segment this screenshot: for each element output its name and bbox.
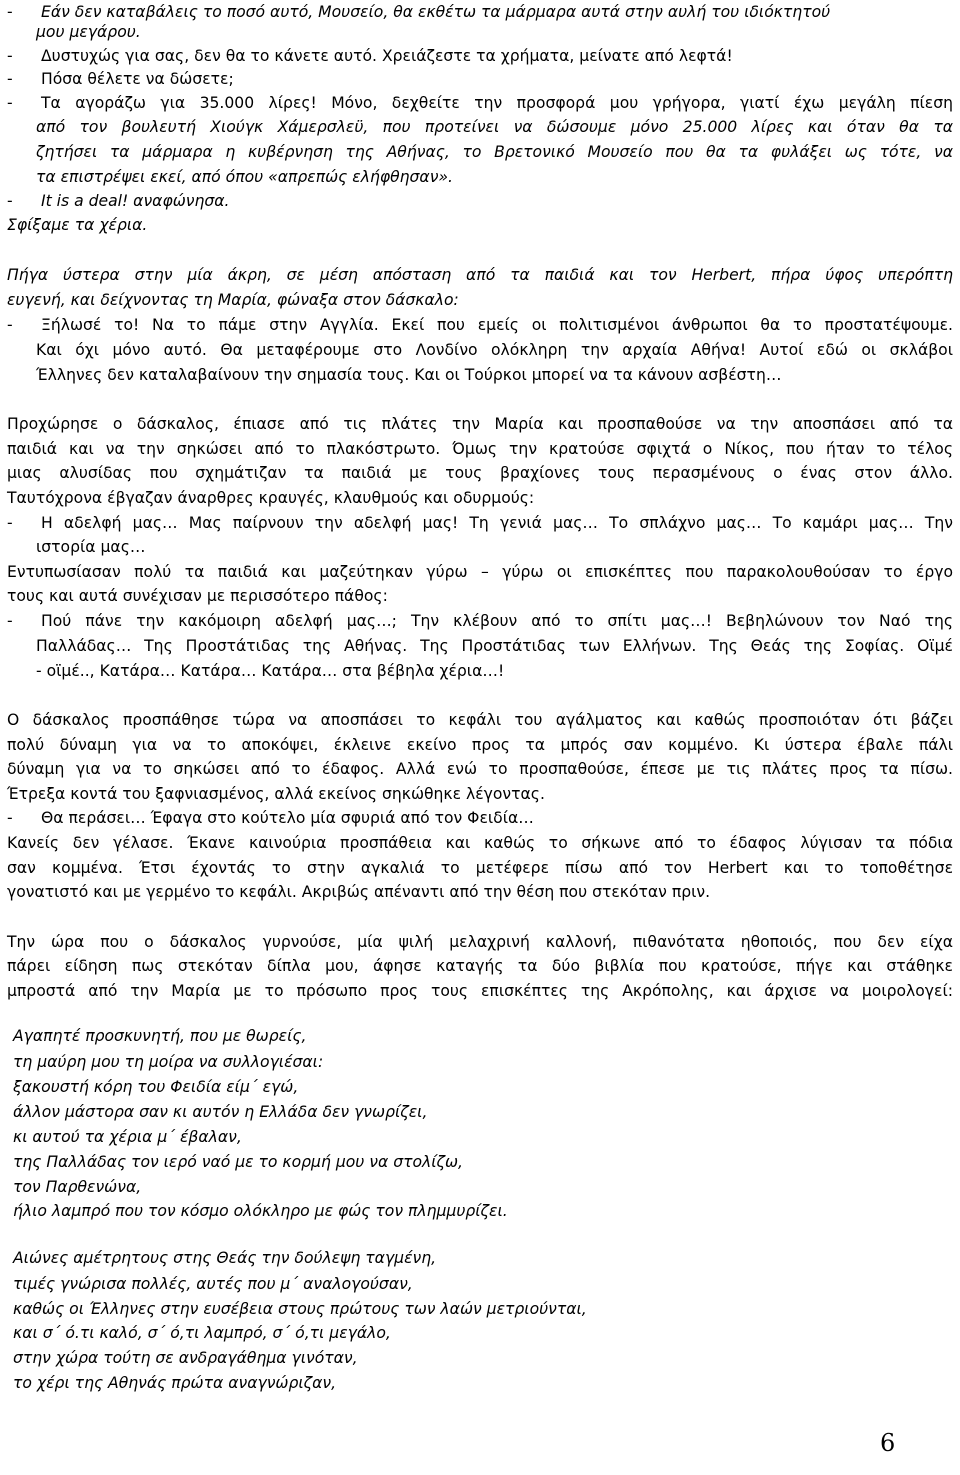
line-text: Κανείς δεν γέλασε. Έκανε καινούρια προσπάθεια και καθώς το σήκωνε από το έδαφος λύγισαν τα πόδια [7,834,953,852]
text-line [7,288,953,313]
line-text: It is a deal! αναφώνησα. [41,192,230,210]
line-text: δύναμη για να το σηκώσει από το έδαφος. Αλλά ενώ το προσπαθούσε, έπεσε με τις πλάτες προς τα πίσω. [7,760,953,778]
text-line [7,708,953,733]
line-text: της Παλλάδας τον ιερό ναό με το κορμή μου να στολίζω, [13,1153,464,1171]
text-line [13,1321,953,1346]
line-text: Έτρεξα κοντά του ξαφνιασμένος, αλλά εκείνος σηκώθηκε λέγοντας. [7,785,545,803]
text-line [7,511,953,536]
line-text: γονατιστό και με γερμένο το κεφάλι. Ακριβώς απέναντι από την θέση που στεκόταν πριν. [7,883,711,901]
dialogue-dash: - [7,94,13,112]
text-line [7,412,953,437]
text-line [7,782,953,807]
line-text: ζητήσει τα μάρμαρα η κυβέρνηση της Αθήνας, το Βρετονικό Μουσείο που θα τα φυλάξει ως τότε, να [36,143,953,161]
text-line [7,979,953,1004]
text-line [7,609,953,634]
line-text: Εάν δεν καταβάλεις το ποσό αυτό, Μουσείο, θα εκθέτω τα μάρμαρα αυτά στην αυλή του ιδιόκτητού [41,3,831,21]
text-line [7,880,953,905]
text-line [7,806,953,831]
text-line [7,313,953,338]
line-text: στην χώρα τούτη σε ανδραγάθημα γινόταν, [13,1349,358,1367]
line-text: Έλληνες δεν καταλαβαίνουν την σημασία τους. Και οι Τούρκοι μπορεί να τα κάνουν ασβέστη… [36,366,782,384]
text-line [7,757,953,782]
line-text: ιστορία μας… [36,538,146,556]
line-text: μου μεγάρου. [36,23,141,41]
line-text: Παλλάδας… Της Προστάτιδας της Αθήνας. Της Προστάτιδας των Ελλήνων. Της Θεάς της Σοφίας. Οϊμέ [36,637,953,655]
line-text: παιδιά και να την σηκώσει από το πλακόστρωτο. Όμως την κρατούσε σφιχτά ο Νίκος, που ήταν το τέλος [7,440,953,458]
line-text: Αιώνες αμέτρητους στης Θεάς την δούλεψη ταγμένη, [13,1249,437,1267]
line-text: μιας αλυσίδας που σχημάτιζαν τα παιδιά με τους βραχίονες τους περασμένους ο ένας στον άλλο. [7,464,953,482]
line-text: σαν κομμένα. Έτσι έχοντάς το στην αγκαλιά το μετέφερε πίσω από τον Herbert και το τοποθέτησε [7,859,953,877]
line-text: τα επιστρέψει εκεί, από όπου «απρεπώς ελήφθησαν». [36,168,453,186]
line-text: πάρει είδηση πως στεκόταν δίπλα μου, άφησε καταγής τα δύο βιβλία που κρατούσε, πήγε και στάθηκε [7,957,953,975]
text-line [36,20,953,45]
text-line [7,67,953,92]
text-line [7,856,953,881]
text-line [36,634,953,659]
text-line [13,1150,953,1175]
line-text: Η αδελφή μας… Μας παίρνουν την αδελφή μας! Τη γενιά μας… Το σπλάχνο μας… Το καμάρι μας… Την [41,514,953,532]
line-text: τιμές γνώρισα πολλές, αυτές που μ΄ αναλογούσαν, [13,1275,413,1293]
line-text: Τα αγοράζω για 35.000 λίρες! Μόνο, δεχθείτε την προσφορά μου γρήγορα, γιατί έχω μεγάλη πίεση [41,94,953,112]
line-text: Προχώρησε ο δάσκαλος, έπιασε από τις πλάτες την Μαρία και προσπαθούσε να την αποσπάσει από τα [7,415,953,433]
text-line [7,189,953,214]
dialogue-dash: - [7,514,13,532]
text-line [36,115,953,140]
line-text: άλλον μάστορα σαν κι αυτόν η Ελλάδα δεν γνωρίζει, [13,1103,428,1121]
line-text: κι αυτού τα χέρια μ΄ έβαλαν, [13,1128,242,1146]
line-text: - οϊμέ.., Κατάρα… Κατάρα… Κατάρα… στα βέβηλα χέρια…! [36,662,505,680]
text-line [7,584,953,609]
text-line [13,1272,953,1297]
text-line [7,263,953,288]
line-text: Ο δάσκαλος προσπάθησε τώρα να αποσπάσει το κεφάλι του αγάλματος και καθώς προσποιόταν ότι βάζει [7,711,953,729]
line-text: Πόσα θέλετε να δώσετε; [41,70,234,88]
line-text: Θα περάσει… Έφαγα στο κούτελο μία σφυριά από τον Φειδία… [41,809,534,827]
dialogue-dash: - [7,809,13,827]
dialogue-dash: - [7,612,13,630]
text-line [13,1297,953,1322]
text-line [13,1346,953,1371]
line-text: Πήγα ύστερα στην μία άκρη, σε μέση απόσταση από τα παιδιά και τον Herbert, πήρα ύφος υπερόπτη [7,266,953,284]
text-line [7,733,953,758]
text-line [7,213,953,238]
text-line [7,91,953,116]
text-line [13,1024,953,1049]
line-text: τον Παρθενώνα, [13,1178,142,1196]
text-line [13,1371,953,1396]
line-text: Την ώρα που ο δάσκαλος γυρνούσε, μία ψιλή μελαχρινή καλλονή, πιθανότατα ηθοποιός, που δεν είχα [7,933,953,951]
text-line [7,437,953,462]
line-text: Ταυτόχρονα έβγαζαν άναρθρες κραυγές, κλαυθμούς και οδυρμούς: [7,489,535,507]
text-line [36,140,953,165]
line-text: Σφίξαμε τα χέρια. [7,216,148,234]
line-text: ξακουστή κόρη του Φειδία είμ΄ εγώ, [13,1078,299,1096]
text-line [36,363,953,388]
line-text: από τον βουλευτή Χιούγκ Χάμερσλεϋ, που προτείνει να δώσουμε μόνο 25.000 λίρες και όταν θα τα [36,118,953,136]
text-line [13,1199,953,1224]
line-text: τη μαύρη μου τη μοίρα να συλλογιέσαι: [13,1053,324,1071]
dialogue-dash: - [7,47,13,65]
line-text: καθώς οι Έλληνες στην ευσέβεια στους πρώτους των λαών μετριούνται, [13,1300,587,1318]
text-line [36,165,953,190]
line-text: ευγενή, και δείχνοντας τη Μαρία, φώναξα στον δάσκαλο: [7,291,459,309]
text-line [7,486,953,511]
text-line [7,44,953,69]
text-line [13,1246,953,1271]
text-line [7,930,953,955]
text-line [7,560,953,585]
line-text: ήλιο λαμπρό που τον κόσμο ολόκληρο με φώς τον πλημμυρίζει. [13,1202,508,1220]
line-text: Εντυπωσίασαν πολύ τα παιδιά και μαζεύτηκαν γύρω – γύρω οι επισκέπτες που παρακολουθούσαν το έργο [7,563,953,581]
line-text: μπροστά από την Μαρία με το πρόσωπο προς τους επισκέπτες της Ακρόπολης, και άρχισε να μοιρολογεί: [7,982,953,1000]
dialogue-dash: - [7,192,13,210]
text-line [7,831,953,856]
text-line [13,1075,953,1100]
line-text: πολύ δύναμη για να το αποκόψει, έκλεινε εκείνο προς τα μπρός σαν κομμένο. Κι ύστερα έβαλε πάλι [7,736,953,754]
line-text: Αγαπητέ προσκυνητή, που με θωρείς, [13,1027,307,1045]
text-line [13,1125,953,1150]
text-line [13,1050,953,1075]
text-line [36,659,953,684]
line-text: Πού πάνε την κακόμοιρη αδελφή μας…; Την κλέβουν από το σπίτι μας…! Βεβηλώνουν τον Ναό της [41,612,953,630]
text-line [7,954,953,979]
dialogue-dash: - [7,316,13,334]
dialogue-dash: - [7,70,13,88]
line-text: Δυστυχώς για σας, δεν θα το κάνετε αυτό. Χρειάζεστε τα χρήματα, μείνατε από λεφτά! [41,47,733,65]
line-text: Και όχι μόνο αυτό. Θα μεταφέρουμε στο Λονδίνο ολόκληρη την αρχαία Αθήνα! Αυτοί εδώ οι σκλάβοι [36,341,953,359]
line-text: το χέρι της Αθηνάς πρώτα αναγνώριζαν, [13,1374,337,1392]
text-line [7,461,953,486]
text-line [36,535,953,560]
line-text: Ξήλωσέ το! Να το πάμε στην Αγγλία. Εκεί που εμείς οι πολιτισμένοι άνθρωποι θα το προστατέψουμε. [41,316,953,334]
line-text: και σ΄ ό.τι καλό, σ΄ ό,τι λαμπρό, σ΄ ό,τι μεγάλο, [13,1324,391,1342]
line-text: τους και αυτά συνέχισαν με περισσότερο πάθος: [7,587,388,605]
dialogue-dash: - [7,3,13,21]
text-line [36,338,953,363]
text-line [13,1100,953,1125]
page-number: 6 [880,1429,896,1457]
text-line [13,1175,953,1200]
